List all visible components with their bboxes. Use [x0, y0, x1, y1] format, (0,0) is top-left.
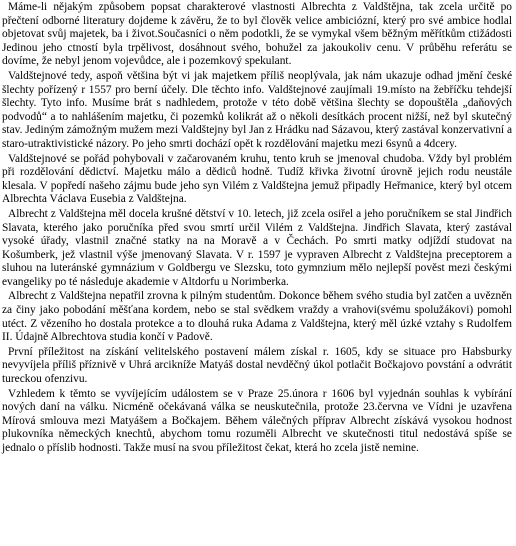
paragraph: Vzhledem k těmto se vyvíjejícím událostem se v Praze 25.února r 1606 byl vyjednán souhlas k vybírání nových daní na válku. Nicméně očekávaná válka se neuskutečnila, protože 23.června ve Vídni je uzavřena Mírová smlouva mezi Matyášem a Bočkajem. Během válečných příprav Albrecht získává vysokou hodnost plukovníka německých knechtů, abychom tomu rozuměli Albrecht ve skutečnosti titul nedostává spíše se jednalo o příslib hodnosti. Takže musí na svou příležitost čekat, která ho zcela jistě nemine.	[2, 387, 512, 454]
paragraph: První příležitost na získání velitelského postavení málem získal r. 1605, kdy se situace pro Habsburky nevyvíjela příliš příznivě v Uhrá arcikníže Matyáš dostal nevděčný úkol potlačit Bočkajovo povstání a odvrátit tureckou ofenzivu.	[2, 345, 512, 386]
paragraph: Valdštejnové se pořád pohybovali v začarovaném kruhu, tento kruh se jmenoval chudoba. Vždy byl problém při rozdělování dědictví. Majetku málo a dědiců hodně. Tudíž křivka životní úrovně jejich rodu neustále klesala. V popředí našeho zájmu bude jeho syn Vilém z Valdštejna jemuž připadly Heřmanice, který byl otcem Albrechta Václava Eusebia z Valdštejna.	[2, 152, 512, 206]
document-body	[2, 1, 512, 457]
paragraph: Máme-li nějakým způsobem popsat charakterové vlastnosti Albrechta z Valdštějna, tak zcela určitě po přečtení odborné literatury dojdeme k závěru, že to byl člověk velice ambiciózní, který pro své ambice hodlal objetovat svůj majetek, ba i život.Současníci o něm podotkli, že se vymykal všem běžným měřítkům ctižádosti Jedinou jeho ctností byla trpělivost, dosáhnout svého, bohužel za jakoukoliv cenu. V průběhu referátu se dovíme, že nebyl jenom vojevůdce, ale i pozemkový spekulant.	[2, 1, 512, 68]
paragraph: Albrecht z Valdštejna nepatřil zrovna k pilným studentům. Dokonce během svého studia byl zatčen a uvězněn za činy jako pobodání měšťana kordem, nebo se stal svědkem vraždy a vrahovi(svému spolužákovi) pomohl utéct. Z vězeního ho dostala protekce a to dlouhá ruka Adama z Valdštejna, který měl úzké vztahy s Rudolfem II. Údajně Albrechtova studia končí v Padově.	[2, 290, 512, 344]
paragraph: Albrecht z Valdštejna měl docela krušné dětství v 10. letech, již zcela osiřel a jeho poručníkem se stal Jindřich Slavata, kterého jako poručníka před svou smrtí určil Vilém z Valdštejna. Jindřich Slavata, který zastával vysoké úřady, vlastnil značné statky na na Moravě a v Čechách. Po smrti matky odjíždí studovat na Košumberk, jež vlastnil výše jmenovaný Slavata. V r. 1597 je vypraven Albrecht z Valdštejna preceptorem a sluhou na luteránské gymnázium v Goldbergu ve Slezsku, toto gymnzium mělo nejlepší pověst mezi českými evangeliky po té následuje akademie v Altdorfu u Norimberka.	[2, 207, 512, 288]
paragraph: Valdštejnové tedy, aspoň většina být vi jak majetkem příliš neoplývala, jak nám ukazuje odhad jmění české šlechty pořízený r 1557 pro berní účely. Dle těchto info. Valdštejnové zaujímali 19.místo na žebříčku tehdejší šlechty. Tyto info. Musíme brát s nadhledem, protože v této době většina šlechty se dopouštěla „daňových podvodů“ a to nahlášením majetku, či pozemků kolikrát až o několi desítkách procent nižší, než byl skutečný stav. Jediným zámožným mužem mezi Valdštejny byl Jan z Hrádku nad Sázavou, který zastával konzervativní a staro-utraktivistické názory. Po jeho smrti dochází opět k rozdělování majetku mezi 6synů a 4dcery.	[2, 69, 512, 150]
